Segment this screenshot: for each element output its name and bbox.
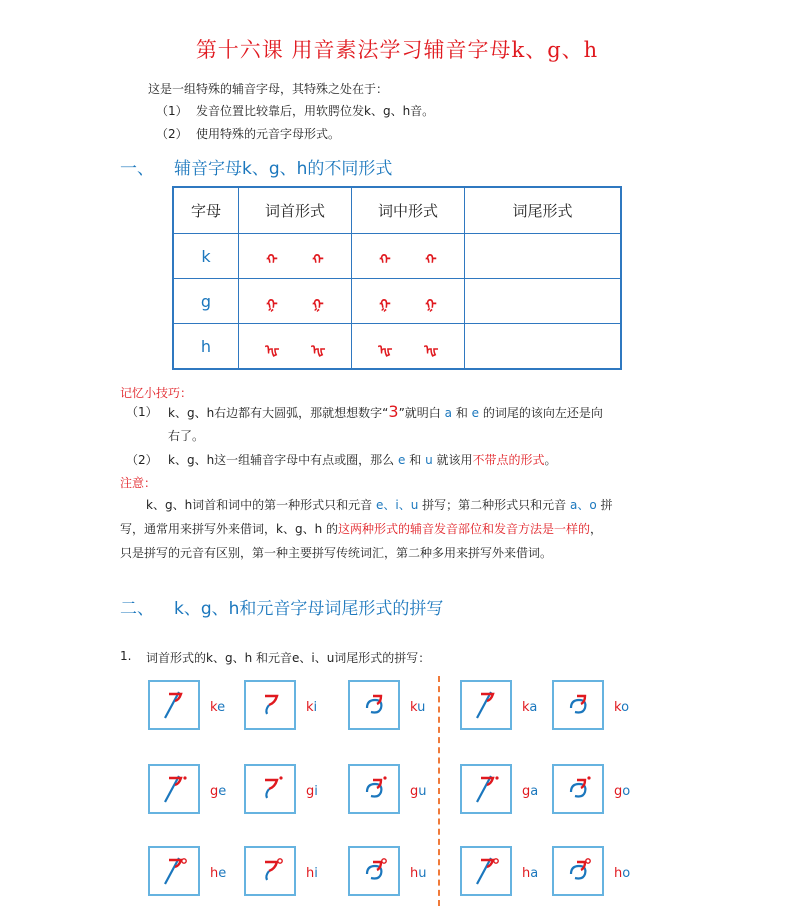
page-title: 第十六课 用音素法学习辅音字母k、g、h [195,38,599,62]
tip-1-part: 的词尾的该向左还是向 [482,406,603,420]
syllable-consonant: k [410,700,418,715]
final-forms [465,324,622,370]
glyph-form: ᠾ [264,342,280,358]
mongolian-glyph-icon [157,770,191,808]
syllable-consonant: h [410,866,419,881]
mongolian-glyph-icon [357,770,391,808]
table-row [173,234,621,279]
initial-forms [239,324,352,370]
syllable-label [614,866,630,881]
letter-u: u [425,453,433,467]
syllable-vowel: i [314,866,318,881]
syllable-vowel: e [218,784,227,799]
syllable-consonant: k [522,700,530,715]
syllable-card [552,764,604,814]
tip-2-part: 和 [409,453,422,467]
medial-forms [352,234,465,279]
letter-forms-table [172,186,622,370]
tip-1-part: 和 [455,406,468,420]
section-2-title: k、g、h和元音字母词尾形式的拼写 [174,599,444,619]
syllable-consonant: k [306,700,314,715]
glyph-form: ᠬ [266,252,278,268]
notice-part: k、g、h词首和词中的第一种形式只和元音 [146,498,373,512]
tip-1-part: ”就明白 [398,406,441,420]
syllable-label [614,700,629,715]
intro-item-2-text: 使用特殊的元音字母形式。 [196,127,341,141]
medial-forms [352,324,465,370]
glyph-form: ᠭ [312,297,324,313]
notice-vowels: e、i、u [376,498,419,512]
syllable-vowel: e [217,700,226,715]
section-2-number: 二、 [120,599,154,619]
syllable-card [348,680,400,730]
syllable-label [410,866,427,881]
digit-three: 3 [388,402,399,421]
letter-e: e [398,453,406,467]
glyph-form: ᠭ [266,297,278,313]
table-row [173,279,621,324]
tip-2-num: （2） [126,453,158,467]
syllable-card [244,846,296,896]
intro-item-2-num: （2） [156,127,188,141]
notice-highlight: 这两种形式的辅音发音部位和发音方法是一样的 [338,522,591,536]
syllable-consonant: g [614,784,623,799]
section-1-heading [120,154,392,179]
glyph-form: ᠭ [425,297,437,313]
syllable-label [210,784,226,799]
syllable-consonant: h [614,866,623,881]
header-final: 词尾形式 [465,187,622,234]
syllable-card [348,764,400,814]
syllable-label [614,784,630,799]
tips-label: 记忆小技巧： [120,386,193,400]
mongolian-glyph-icon [561,770,595,808]
glyph-form: ᠬ [379,252,391,268]
notice-part: ， [590,522,603,536]
syllable-label [522,700,537,715]
syllable-card [148,680,200,730]
mongolian-glyph-icon [357,852,391,890]
header-initial: 词首形式 [239,187,352,234]
notice-part: 写，通常用来拼写外来借词，k、g、h 的 [120,522,338,536]
syllable-label [210,866,226,881]
glyph-form: ᠭ [379,297,391,313]
syllable-label [306,784,318,799]
initial-forms [239,279,352,324]
syllable-consonant: g [410,784,419,799]
syllable-consonant: h [306,866,315,881]
mongolian-glyph-icon [469,852,503,890]
row-letter: k [173,234,239,279]
syllable-card [460,846,512,896]
glyph-form: ᠾ [423,342,439,358]
sub-1-text: 词首形式的k、g、h 和元音e、i、u词尾形式的拼写： [146,651,431,665]
mongolian-glyph-icon [157,686,191,724]
mongolian-glyph-icon [357,686,391,724]
row-letter: h [173,324,239,370]
final-forms [465,234,622,279]
syllable-label [306,700,317,715]
syllable-card [348,846,400,896]
sub-1-number: 1. [120,649,132,663]
syllable-vowel: e [218,866,227,881]
syllable-consonant: g [306,784,315,799]
syllable-consonant: h [522,866,531,881]
tip-2-highlight: 不带点的形式 [472,453,545,467]
medial-forms [352,279,465,324]
notice-vowels: a、o [570,498,597,512]
syllable-vowel: o [622,866,631,881]
notice-line-2 [120,517,602,541]
syllable-label [522,866,538,881]
notice-line-1 [146,493,613,517]
section-2-heading [120,594,443,619]
syllable-vowel: u [418,866,427,881]
row-letter: g [173,279,239,324]
mongolian-glyph-icon [253,770,287,808]
syllable-card [460,680,512,730]
syllable-consonant: g [210,784,219,799]
syllable-card [552,846,604,896]
letter-e: e [471,406,480,420]
tip-2-part: 。 [544,453,557,467]
final-forms [465,279,622,324]
syllable-card [460,764,512,814]
syllable-vowel: u [418,784,427,799]
mongolian-glyph-icon [561,852,595,890]
tip-1-cont: 右了。 [168,429,205,443]
syllable-card [244,680,296,730]
table-header-row [173,187,621,234]
notice-part: 拼写；第二种形式只和元音 [422,498,567,512]
syllable-consonant: h [210,866,219,881]
tip-1-num: （1） [126,405,158,419]
table-row [173,324,621,370]
initial-forms [239,234,352,279]
mongolian-glyph-icon [469,770,503,808]
glyph-form: ᠬ [425,252,437,268]
header-medial: 词中形式 [352,187,465,234]
mongolian-glyph-icon [561,686,595,724]
mongolian-glyph-icon [253,686,287,724]
syllable-label [210,700,225,715]
intro-line: 这是一组特殊的辅音字母，其特殊之处在于： [148,82,389,96]
tip-2-part: k、g、h这一组辅音字母中有点或圈，那么 [168,453,395,467]
syllable-label [522,784,538,799]
tip-2-text [168,448,557,472]
intro-item-1-num: （1） [156,104,188,118]
notice-line-3: 只是拼写的元音有区别，第一种主要拼写传统词汇，第二种多用来拼写外来借词。 [120,546,553,560]
syllable-consonant: k [210,700,218,715]
syllable-vowel: u [417,700,426,715]
syllable-vowel: o [621,700,630,715]
syllable-card [244,764,296,814]
syllable-card [148,846,200,896]
syllable-label [306,866,318,881]
tip-1-part: k、g、h右边都有大圆弧，那就想想数字“ [168,406,389,420]
syllable-label [410,784,427,799]
glyph-form: ᠬ [312,252,324,268]
syllable-vowel: a [529,700,538,715]
syllable-vowel: i [314,784,318,799]
syllable-vowel: i [313,700,318,715]
syllable-consonant: k [614,700,622,715]
section-1-number: 一、 [120,159,154,179]
notice-part: 拼 [600,498,613,512]
intro-item-1-text: 发音位置比较靠后，用软腭位发k、g、h音。 [196,104,435,118]
letter-a: a [444,406,452,420]
mongolian-glyph-icon [253,852,287,890]
tip-1-text [168,400,603,425]
syllable-vowel: a [530,866,539,881]
syllable-card [148,764,200,814]
dashed-divider [438,676,440,906]
syllable-card [552,680,604,730]
syllable-vowel: o [622,784,631,799]
mongolian-glyph-icon [157,852,191,890]
syllable-vowel: a [530,784,539,799]
section-1-title: 辅音字母k、g、h的不同形式 [174,159,393,179]
tip-2-part: 就该用 [436,453,473,467]
syllable-consonant: g [522,784,531,799]
glyph-form: ᠾ [310,342,326,358]
notice-label: 注意： [120,476,157,490]
glyph-form: ᠾ [377,342,393,358]
mongolian-glyph-icon [469,686,503,724]
syllable-label [410,700,425,715]
header-letter: 字母 [173,187,239,234]
